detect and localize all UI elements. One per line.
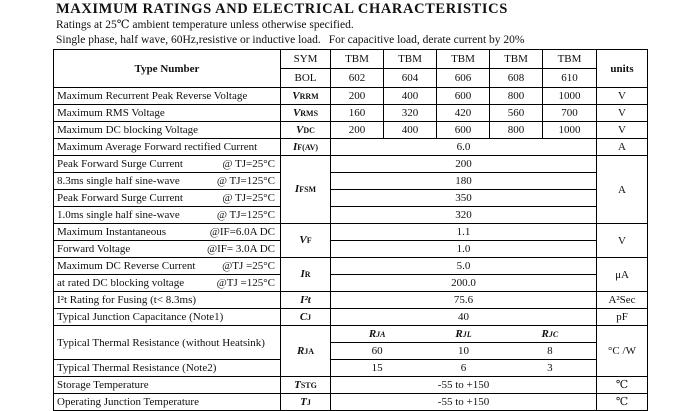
value-cell: 1.1 xyxy=(331,224,597,241)
unit-cell: A xyxy=(597,156,648,224)
model-606-top: TBM xyxy=(437,50,490,69)
model-608-number: 608 xyxy=(490,69,543,88)
param-thermal-1: Typical Thermal Resistance (without Heatsink) xyxy=(54,326,281,360)
unit-cell: μA xyxy=(597,258,648,292)
ratings-table xyxy=(53,49,648,411)
value-cell: 6.0 xyxy=(331,139,597,156)
phase-note: Single phase, half wave, 60Hz,resistive or inductive load. xyxy=(56,34,321,46)
model-610-top: TBM xyxy=(543,50,597,69)
rja-header: RJA xyxy=(368,327,386,340)
table-row xyxy=(54,360,648,377)
value-cell: 800 xyxy=(490,88,543,105)
table-row xyxy=(54,207,648,224)
symbol-vrrm: VRRM xyxy=(281,88,331,105)
param-ifav: Maximum Average Forward rectified Current xyxy=(54,139,281,156)
symbol-vdc: VDC xyxy=(281,122,331,139)
value-cell: 5.0 xyxy=(331,258,597,275)
value-cell: 600 xyxy=(437,122,490,139)
value-cell: 1.0 xyxy=(331,241,597,258)
value-cell: 200 xyxy=(331,156,597,173)
param-ifsm-line: 1.0ms single half sine-wave @ TJ=125°C xyxy=(54,207,281,224)
param-ifsm-line: Peak Forward Surge Current @ TJ=25°C xyxy=(54,190,281,207)
param-ifsm-line: 8.3ms single half sine-wave @ TJ=125°C xyxy=(54,173,281,190)
value-cell: 400 xyxy=(384,88,437,105)
model-604-top: TBM xyxy=(384,50,437,69)
symbol-thermal: RJA xyxy=(281,326,331,377)
value-cell: -55 to +150 xyxy=(331,377,597,394)
symbol-i2t: I²t xyxy=(281,292,331,309)
unit-cell: V xyxy=(597,224,648,258)
value-cell: 3 xyxy=(547,362,553,374)
table-row xyxy=(54,173,648,190)
model-608-top: TBM xyxy=(490,50,543,69)
value-cell: -55 to +150 xyxy=(331,394,597,411)
unit-cell: V xyxy=(597,122,648,139)
unit-cell: V xyxy=(597,88,648,105)
value-cell: 180 xyxy=(331,173,597,190)
rjl-header: RJL xyxy=(455,327,472,340)
param-ifsm-line: Peak Forward Surge Current @ TJ=25°C xyxy=(54,156,281,173)
model-602-number: 602 xyxy=(331,69,384,88)
value-cell: 700 xyxy=(543,105,597,122)
value-cell: 320 xyxy=(384,105,437,122)
value-cell: 400 xyxy=(384,122,437,139)
model-610-number: 610 xyxy=(543,69,597,88)
table-row xyxy=(54,258,648,275)
table-row xyxy=(54,139,648,156)
unit-cell: ℃ xyxy=(597,394,648,411)
value-cell: 200.0 xyxy=(331,275,597,292)
table-row xyxy=(54,224,648,241)
table-row xyxy=(54,88,648,105)
symbol-ifav: IF(AV) xyxy=(281,139,331,156)
table-row xyxy=(54,105,648,122)
thermal-values-1 xyxy=(331,343,597,360)
table-row xyxy=(54,122,648,139)
value-cell: 600 xyxy=(437,88,490,105)
rjc-header: RJC xyxy=(541,327,559,340)
param-ir-line: Maximum DC Reverse Current @TJ =25°C xyxy=(54,258,281,275)
symbol-vf: VF xyxy=(281,224,331,258)
model-606-number: 606 xyxy=(437,69,490,88)
param-vf-line: Maximum Instantaneous @IF=6.0A DC xyxy=(54,224,281,241)
value-cell: 160 xyxy=(331,105,384,122)
param-thermal-2: Typical Thermal Resistance (Note2) xyxy=(54,360,281,377)
param-vrms: Maximum RMS Voltage xyxy=(54,105,281,122)
units-header: units xyxy=(597,50,648,88)
table-row xyxy=(54,292,648,309)
param-i2t: I²t Rating for Fusing (t< 8.3ms) xyxy=(54,292,281,309)
load-note xyxy=(56,34,525,46)
table-row xyxy=(54,309,648,326)
model-604-number: 604 xyxy=(384,69,437,88)
symbol-cj: CJ xyxy=(281,309,331,326)
table-row xyxy=(54,377,648,394)
value-cell: 8 xyxy=(547,345,553,357)
value-cell: 75.6 xyxy=(331,292,597,309)
table-row xyxy=(54,326,648,343)
value-cell: 200 xyxy=(331,88,384,105)
param-vf-line: Forward Voltage @IF= 3.0A DC xyxy=(54,241,281,258)
value-cell: 420 xyxy=(437,105,490,122)
unit-cell: ℃ xyxy=(597,377,648,394)
ratings-note: Ratings at 25℃ ambient temperature unless otherwise specified. xyxy=(56,19,354,31)
symbol-ir: IR xyxy=(281,258,331,292)
model-602-top: TBM xyxy=(331,50,384,69)
param-vdc: Maximum DC blocking Voltage xyxy=(54,122,281,139)
value-cell: 6 xyxy=(460,362,467,374)
table-row xyxy=(54,241,648,258)
param-tj: Operating Junction Temperature xyxy=(54,394,281,411)
value-cell: 320 xyxy=(331,207,597,224)
param-ir-line: at rated DC blocking voltage @TJ =125°C xyxy=(54,275,281,292)
value-cell: 1000 xyxy=(543,122,597,139)
thermal-header-cell xyxy=(331,326,597,343)
param-cj: Typical Junction Capacitance (Note1) xyxy=(54,309,281,326)
unit-cell: °C /W xyxy=(597,326,648,377)
value-cell: 800 xyxy=(490,122,543,139)
unit-cell: A xyxy=(597,139,648,156)
unit-cell: pF xyxy=(597,309,648,326)
param-tstg: Storage Temperature xyxy=(54,377,281,394)
symbol-header-top: SYM xyxy=(281,50,331,69)
header-row-1 xyxy=(54,50,648,69)
table-row xyxy=(54,394,648,411)
value-cell: 15 xyxy=(371,362,383,374)
value-cell: 10 xyxy=(457,345,469,357)
symbol-ifsm: IFSM xyxy=(281,156,331,224)
value-cell: 560 xyxy=(490,105,543,122)
symbol-tstg: TSTG xyxy=(281,377,331,394)
value-cell: 350 xyxy=(331,190,597,207)
unit-cell: A²Sec xyxy=(597,292,648,309)
value-cell: 60 xyxy=(371,345,383,357)
table-row xyxy=(54,275,648,292)
capacitive-note: For capacitive load, derate current by 20% xyxy=(328,34,525,46)
param-vrrm: Maximum Recurrent Peak Reverse Voltage xyxy=(54,88,281,105)
value-cell: 1000 xyxy=(543,88,597,105)
type-number-header: Type Number xyxy=(54,50,281,88)
datasheet-title: MAXIMUM RATINGS AND ELECTRICAL CHARACTERISTICS xyxy=(56,1,508,17)
symbol-tj: TJ xyxy=(281,394,331,411)
symbol-vrms: VRMS xyxy=(281,105,331,122)
table-row xyxy=(54,156,648,173)
symbol-header-bottom: BOL xyxy=(281,69,331,88)
thermal-values-2 xyxy=(331,360,597,377)
table-row xyxy=(54,190,648,207)
unit-cell: V xyxy=(597,105,648,122)
value-cell: 200 xyxy=(331,122,384,139)
value-cell: 40 xyxy=(331,309,597,326)
